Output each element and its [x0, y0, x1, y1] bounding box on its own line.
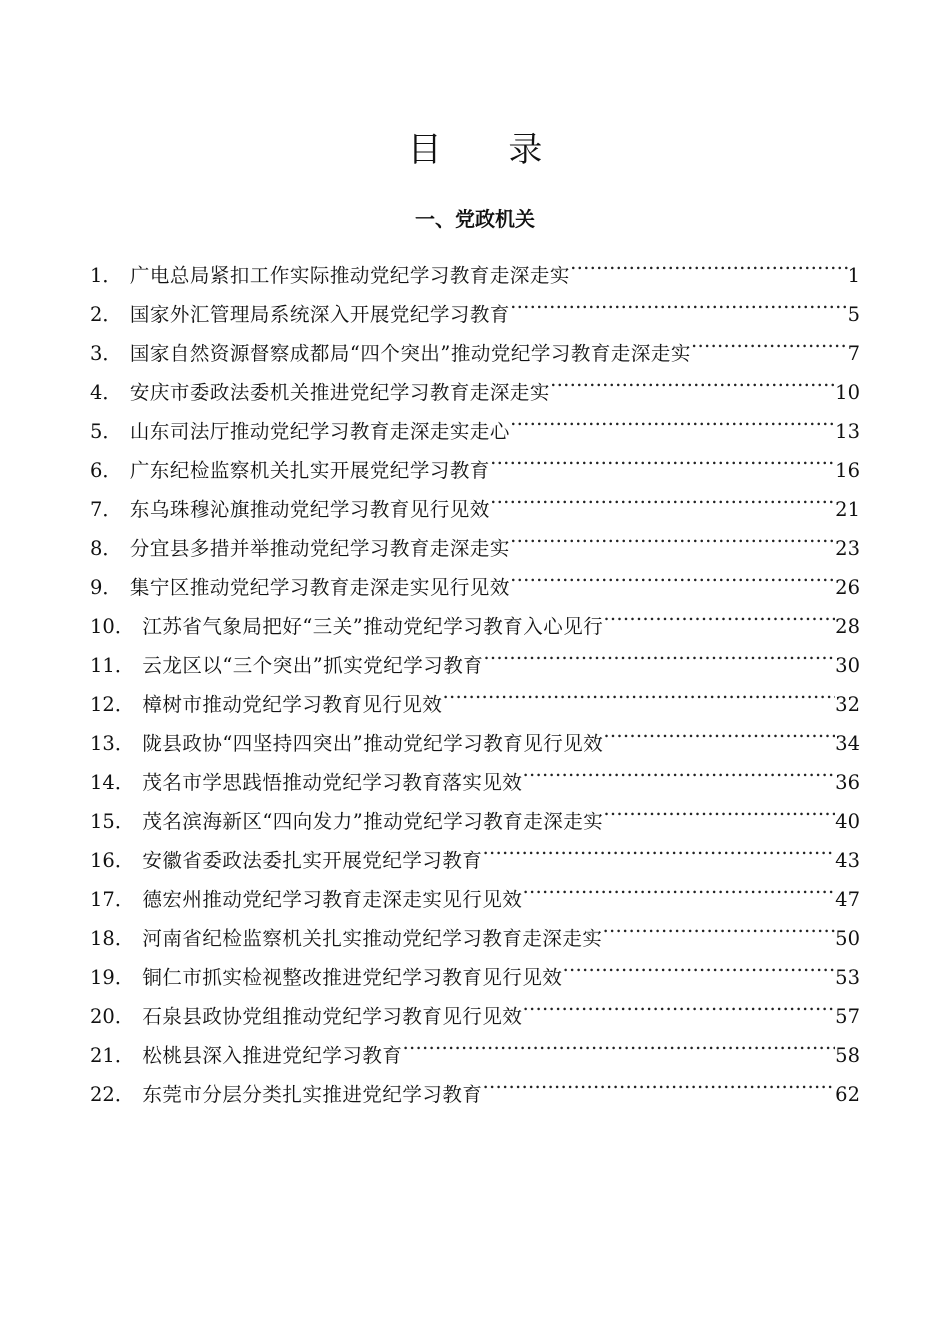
toc-entry-title: 松桃县深入推进党纪学习教育 [142, 1044, 403, 1067]
dot-leader [402, 1023, 835, 1062]
toc-entry-title: 陇县政协“四坚持四突出”推动党纪学习教育见行见效 [142, 732, 604, 755]
toc-entry-page-number: 58 [835, 1044, 860, 1067]
toc-entry-number: 5． [90, 420, 122, 443]
toc-entry-title: 樟树市推动党纪学习教育见行见效 [142, 693, 443, 716]
toc-entry-page-number: 23 [835, 537, 860, 560]
toc-entry-page-number: 62 [835, 1083, 860, 1106]
toc-entry-number: 22． [90, 1083, 135, 1106]
toc-entry-number: 6． [90, 459, 122, 482]
toc-entry-title: 茂名市学思践悟推动党纪学习教育落实见效 [142, 771, 523, 794]
toc-entry-number: 18． [90, 927, 135, 950]
toc-entry-number: 20． [90, 1005, 135, 1028]
toc-entry-title: 国家自然资源督察成都局“四个突出”推动党纪学习教育走深走实 [129, 342, 691, 365]
toc-entry-page-number: 21 [835, 498, 860, 521]
toc-entry-number: 7． [90, 498, 122, 521]
toc-entry-page-number: 57 [835, 1005, 860, 1028]
dot-leader [490, 438, 835, 477]
toc-entry-number: 2． [90, 303, 122, 326]
toc-entry-page-number: 36 [835, 771, 860, 794]
toc-entry-number: 15． [90, 810, 135, 833]
toc-entry-title: 分宜县多措并举推动党纪学习教育走深走实 [129, 537, 510, 560]
toc-entry-page-number: 53 [835, 966, 860, 989]
section-heading: 一、党政机关 [415, 207, 535, 231]
toc-entry-number: 13． [90, 732, 135, 755]
toc-entry-title: 河南省纪检监察机关扎实推动党纪学习教育走深走实 [142, 927, 603, 950]
dot-leader [570, 243, 848, 282]
dot-leader [483, 633, 835, 672]
toc-entry-title: 国家外汇管理局系统深入开展党纪学习教育 [129, 303, 510, 326]
toc-entry-number: 10． [90, 615, 135, 638]
dot-leader [510, 555, 835, 594]
dot-leader [490, 477, 835, 516]
toc-entry-page-number: 47 [835, 888, 860, 911]
toc-entry-number: 14． [90, 771, 135, 794]
toc-entry-title: 江苏省气象局把好“三关”推动党纪学习教育入心见行 [142, 615, 604, 638]
toc-entry-title: 安庆市委政法委机关推进党纪学习教育走深走实 [129, 381, 550, 404]
dot-leader [550, 360, 835, 399]
toc-entry-title: 东乌珠穆沁旗推动党纪学习教育见行见效 [129, 498, 490, 521]
toc-entry-page-number: 50 [835, 927, 860, 950]
dot-leader [603, 789, 835, 828]
toc-entry-title: 山东司法厅推动党纪学习教育走深走实走心 [129, 420, 510, 443]
toc-entry-number: 9． [90, 576, 122, 599]
dot-leader [522, 984, 835, 1023]
toc-entry-page-number: 28 [835, 615, 860, 638]
toc-entry-page-number: 43 [835, 849, 860, 872]
toc-entry-title: 东莞市分层分类扎实推进党纪学习教育 [142, 1083, 483, 1106]
toc-entry-title: 德宏州推动党纪学习教育走深走实见行见效 [142, 888, 523, 911]
toc-entry-page-number: 34 [835, 732, 860, 755]
toc-list [90, 243, 860, 1106]
toc-entry-page-number: 5 [847, 303, 860, 326]
toc-entry-number: 4． [90, 381, 122, 404]
toc-entry-title: 石泉县政协党组推动党纪学习教育见行见效 [142, 1005, 523, 1028]
dot-leader [442, 672, 835, 711]
toc-entry[interactable] [90, 243, 860, 287]
dot-leader [602, 906, 835, 945]
dot-leader [603, 594, 835, 633]
toc-entry-page-number: 16 [835, 459, 860, 482]
toc-entry-number: 17． [90, 888, 135, 911]
toc-entry-page-number: 30 [835, 654, 860, 677]
toc-entry-number: 1． [90, 264, 122, 287]
toc-entry-page-number: 13 [835, 420, 860, 443]
dot-leader [562, 945, 835, 984]
toc-entry-title: 广东纪检监察机关扎实开展党纪学习教育 [129, 459, 490, 482]
toc-entry-page-number: 7 [847, 342, 860, 365]
toc-entry-title: 集宁区推动党纪学习教育走深走实见行见效 [129, 576, 510, 599]
dot-leader [603, 711, 835, 750]
dot-leader [510, 282, 848, 321]
toc-entry-page-number: 26 [835, 576, 860, 599]
toc-entry-page-number: 40 [835, 810, 860, 833]
toc-entry-number: 12． [90, 693, 135, 716]
toc-entry-title: 云龙区以“三个突出”抓实党纪学习教育 [142, 654, 484, 677]
toc-entry-number: 16． [90, 849, 135, 872]
toc-entry-number: 3． [90, 342, 122, 365]
toc-entry-number: 19． [90, 966, 135, 989]
dot-leader [482, 828, 835, 867]
toc-entry-number: 8． [90, 537, 122, 560]
toc-entry-number: 21． [90, 1044, 135, 1067]
toc-entry-title: 茂名滨海新区“四向发力”推动党纪学习教育走深走实 [142, 810, 604, 833]
toc-entry-title: 安徽省委政法委扎实开展党纪学习教育 [142, 849, 483, 872]
toc-entry-page-number: 10 [835, 381, 860, 404]
toc-entry-number: 11． [90, 654, 135, 677]
toc-entry-page-number: 32 [835, 693, 860, 716]
toc-entry-title: 铜仁市抓实检视整改推进党纪学习教育见行见效 [142, 966, 563, 989]
toc-entry-title: 广电总局紧扣工作实际推动党纪学习教育走深走实 [129, 264, 570, 287]
dot-leader [510, 516, 835, 555]
dot-leader [510, 399, 835, 438]
toc-entry-page-number: 1 [847, 264, 860, 287]
page-title: 目 录 [407, 130, 571, 170]
dot-leader [482, 1062, 835, 1101]
dot-leader [691, 321, 848, 360]
dot-leader [522, 750, 835, 789]
dot-leader [522, 867, 835, 906]
